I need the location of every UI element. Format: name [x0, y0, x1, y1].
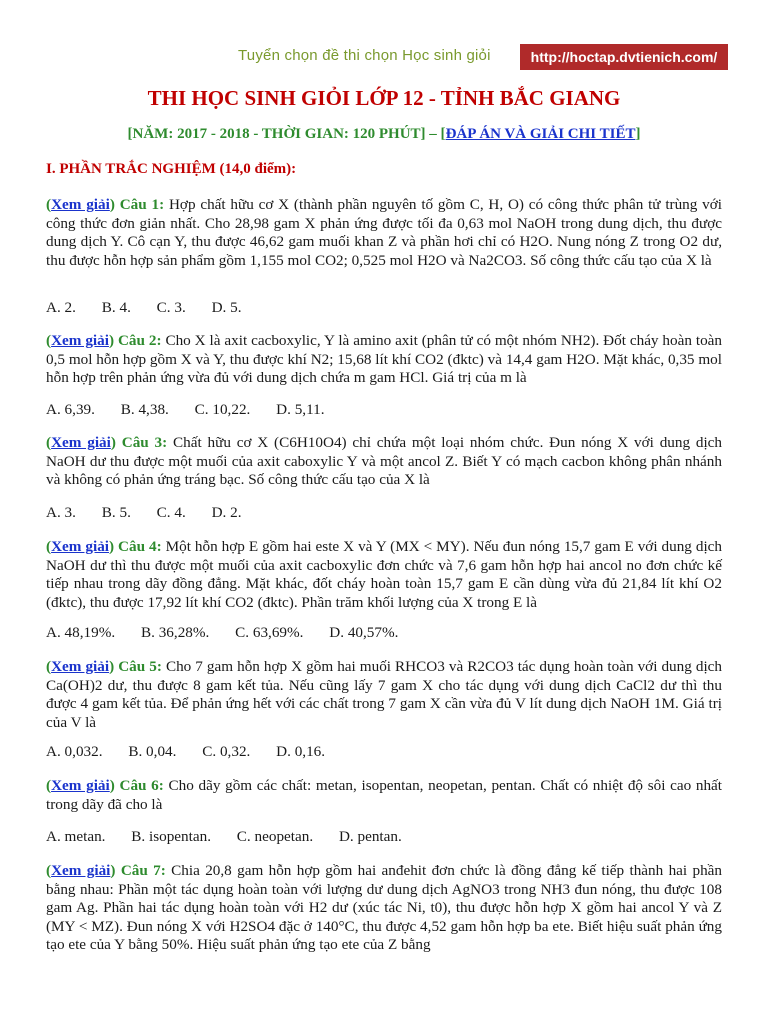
option-a[interactable]: A. 2.	[46, 299, 76, 316]
option-c[interactable]: C. 4.	[156, 504, 186, 521]
site-url-link[interactable]: http://hoctap.dvtienich.com/	[520, 44, 728, 70]
exam-title: THI HỌC SINH GIỎI LỚP 12 - TỈNH BẮC GIANG	[147, 86, 621, 110]
question-1-text: Hợp chất hữu cơ X (thành phần nguyên tố gồm C, H, O) có công thức phân tử trùng với công thức đơn giản nhất. Cho 28,98 gam X phản ứng được tối đa 0,63 mol NaOH trong dung dịch, thu được dung dịch Y. Cô cạn Y, thu được 46,62 gam muối khan Z và phần hơi chỉ có H2O. Nung nóng Z trong O2 dư, thu được hỗn hợp sản phẩm gồm 1,155 mol CO2; 0,525 mol H2O và Na2CO3. Số công thức cấu tạo của X là	[46, 196, 723, 269]
header-bar	[0, 44, 768, 70]
xem-giai-link-2[interactable]: Xem giải	[51, 332, 109, 349]
question-6: (Xem giải) Câu 6: Cho dãy gồm các chất: metan, isopentan, neopetan, pentan. Chất có nhiệt độ sôi cao nhất trong dãy đã cho là	[46, 777, 723, 813]
exam-subtitle	[0, 126, 768, 143]
option-b[interactable]: B. 36,28%.	[140, 624, 210, 641]
option-d[interactable]: D. 5,11.	[276, 401, 325, 418]
question-7: (Xem giải) Câu 7: Chia 20,8 gam hỗn hợp gồm hai anđehit đơn chức là đồng đẳng kế tiếp thành hai phần bằng nhau: Phần một tác dụng hoàn toàn với lượng dư dung dịch AgNO3 trong NH3 đun nóng, thu được 108 gam Ag. Phần hai tác dụng hoàn toàn với H2 dư (xúc tác Ni, t0), thu được hỗn hợp X gồm hai ancol Y và Z (MY < MZ). Đun nóng X với H2SO4 đặc ở 140°C, thu được 4,52 gam hỗn hợp ba ete. Biết hiệu suất phản ứng tạo ete của Y bằng 50%. Hiệu suất phản ứng tạo ete của Z bằng	[46, 862, 722, 953]
question-6-options	[46, 828, 424, 846]
question-5-text: Cho 7 gam hỗn hợp X gồm hai muối RHCO3 và R2CO3 tác dụng hoàn toàn với dung dịch Ca(OH)2 dư, thu được 8 gam kết tủa. Nếu cũng lấy 7 gam X cho tác dụng với dung dịch CaCl2 dư thì thu được 4 gam kết tủa. Để phản ứng hết với các chất trong 7 gam X cần vừa đủ V lít dung dịch NaOH 1M. Giá trị của V là	[46, 658, 723, 731]
xem-giai-link-5[interactable]: Xem giải	[51, 658, 110, 675]
subtitle-suffix: ]	[635, 126, 641, 142]
answer-key-link[interactable]: ĐÁP ÁN VÀ GIẢI CHI TIẾT	[445, 126, 636, 142]
section-heading: I. PHẦN TRẮC NGHIỆM (14,0 điểm):	[46, 161, 297, 177]
question-5-options	[46, 743, 347, 761]
question-5-label: Câu 5:	[118, 658, 162, 675]
xem-giai-link-1[interactable]: Xem giải	[51, 196, 110, 213]
question-5: (Xem giải) Câu 5: Cho 7 gam hỗn hợp X gồm hai muối RHCO3 và R2CO3 tác dụng hoàn toàn với dung dịch Ca(OH)2 dư, thu được 8 gam kết tủa. Nếu cũng lấy 7 gam X cho tác dụng với dung dịch CaCl2 dư thì thu được 4 gam kết tủa. Để phản ứng hết với các chất trong 7 gam X cần vừa đủ V lít dung dịch NaOH 1M. Giá trị của V là	[46, 658, 723, 731]
option-c[interactable]: C. 3.	[156, 299, 186, 316]
option-d[interactable]: D. 5.	[211, 299, 242, 316]
question-4-label: Câu 4:	[118, 538, 162, 555]
question-7-label: Câu 7:	[120, 862, 166, 879]
option-b[interactable]: B. 0,04.	[128, 743, 177, 760]
question-3-options	[46, 504, 264, 522]
option-a[interactable]: A. 0,032.	[46, 743, 103, 760]
option-a[interactable]: A. 6,39.	[46, 401, 95, 418]
option-d[interactable]: D. pentan.	[338, 828, 402, 845]
xem-giai-link-6[interactable]: Xem giải	[51, 777, 110, 794]
question-1-label: Câu 1:	[119, 196, 165, 213]
header-tagline: Tuyển chọn đề thi chọn Học sinh giỏi	[238, 47, 491, 64]
question-6-label: Câu 6:	[119, 777, 164, 794]
question-4-options	[46, 624, 420, 642]
question-3-text: Chất hữu cơ X (C6H10O4) chỉ chứa một loại nhóm chức. Đun nóng X với dung dịch NaOH dư thu được một muối của axit caboxylic Y và một ancol Z. Biết Y có mạch cacbon không phân nhánh và không có phản ứng tráng bạc. Số công thức cấu tạo của X là	[46, 434, 723, 488]
question-3-label: Câu 3:	[121, 434, 168, 451]
option-c[interactable]: C. 63,69%.	[235, 624, 304, 641]
option-c[interactable]: C. 0,32.	[202, 743, 251, 760]
question-4: (Xem giải) Câu 4: Một hỗn hợp E gồm hai este X và Y (MX < MY). Nếu đun nóng 15,7 gam E với dung dịch NaOH dư thì thu được một muối của axit cacboxylic đơn chức và 7,6 gam hỗn hợp hai ancol no đơn chức kế tiếp nhau trong dãy đồng đẳng. Mặt khác, đốt cháy hoàn toàn 15,7 gam E cần dùng vừa đủ 21,84 lít khí O2 (đktc), thu được 17,92 lít khí CO2 (đktc). Phần trăm khối lượng của X trong E là	[46, 538, 722, 611]
xem-giai-link-3[interactable]: Xem giải	[51, 434, 111, 451]
question-2-options	[46, 401, 347, 419]
xem-giai-link-4[interactable]: Xem giải	[51, 538, 110, 555]
question-6-text: Cho dãy gồm các chất: metan, isopentan, neopetan, pentan. Chất có nhiệt độ sôi cao nhất trong dãy đã cho là	[46, 777, 723, 813]
question-2-label: Câu 2:	[117, 332, 162, 349]
subtitle-prefix: [NĂM: 2017 - 2018 - THỜI GIAN: 120 PHÚT] – [	[127, 126, 446, 142]
question-7-text: Chia 20,8 gam hỗn hợp gồm hai anđehit đơn chức là đồng đẳng kế tiếp thành hai phần bằng nhau: Phần một tác dụng hoàn toàn với lượng dư dung dịch AgNO3 trong NH3 đun nóng, thu được 108 gam Ag. Phần hai tác dụng hoàn toàn với H2 dư (xúc tác Ni, t0), thu được hỗn hợp X gồm hai ancol Y và Z (MY < MZ). Đun nóng X với H2SO4 đặc ở 140°C, thu được 4,52 gam hỗn hợp ba ete. Biết hiệu suất phản ứng tạo ete của Y bằng 50%. Hiệu suất phản ứng tạo ete của Z bằng	[46, 862, 722, 953]
option-b[interactable]: B. 4.	[101, 299, 131, 316]
option-d[interactable]: D. 0,16.	[276, 743, 326, 760]
option-a[interactable]: A. 48,19%.	[46, 624, 116, 641]
option-d[interactable]: D. 40,57%.	[329, 624, 399, 641]
option-c[interactable]: C. neopetan.	[236, 828, 314, 845]
option-a[interactable]: A. 3.	[46, 504, 76, 521]
option-a[interactable]: A. metan.	[46, 828, 106, 845]
option-b[interactable]: B. 4,38.	[120, 401, 169, 418]
option-b[interactable]: B. isopentan.	[131, 828, 211, 845]
question-4-text: Một hỗn hợp E gồm hai este X và Y (MX < MY). Nếu đun nóng 15,7 gam E với dung dịch NaOH dư thì thu được một muối của axit cacboxylic đơn chức và 7,6 gam hỗn hợp hai ancol no đơn chức kế tiếp nhau trong dãy đồng đẳng. Mặt khác, đốt cháy hoàn toàn 15,7 gam E cần dùng vừa đủ 21,84 lít khí O2 (đktc), thu được 17,92 lít khí CO2 (đktc). Phần trăm khối lượng của X trong E là	[46, 538, 722, 611]
xem-giai-link-7[interactable]: Xem giải	[51, 862, 111, 879]
question-1-options	[46, 299, 264, 317]
option-c[interactable]: C. 10,22.	[194, 401, 251, 418]
option-d[interactable]: D. 2.	[211, 504, 242, 521]
option-b[interactable]: B. 5.	[101, 504, 131, 521]
question-2-text: Cho X là axit cacboxylic, Y là amino axit (phân tử có một nhóm NH2). Đốt cháy hoàn toàn 0,5 mol hỗn hợp gồm X và Y, thu được khí N2; 15,68 lít khí CO2 (đktc) và 14,4 gam H2O. Mặt khác, 0,35 mol hỗn hợp trên phản ứng vừa đủ với dung dịch chứa m gam HCl. Giá trị của m là	[46, 332, 723, 386]
question-3: (Xem giải) Câu 3: Chất hữu cơ X (C6H10O4) chỉ chứa một loại nhóm chức. Đun nóng X với dung dịch NaOH dư thu được một muối của axit caboxylic Y và một ancol Z. Biết Y có mạch cacbon không phân nhánh và không có phản ứng tráng bạc. Số công thức cấu tạo của X là	[46, 434, 723, 488]
question-2: (Xem giải) Câu 2: Cho X là axit cacboxylic, Y là amino axit (phân tử có một nhóm NH2). Đốt cháy hoàn toàn 0,5 mol hỗn hợp gồm X và Y, thu được khí N2; 15,68 lít khí CO2 (đktc) và 14,4 gam H2O. Mặt khác, 0,35 mol hỗn hợp trên phản ứng vừa đủ với dung dịch chứa m gam HCl. Giá trị của m là	[46, 332, 723, 386]
question-1: (Xem giải) Câu 1: Hợp chất hữu cơ X (thành phần nguyên tố gồm C, H, O) có công thức phân tử trùng với công thức đơn giản nhất. Cho 28,98 gam X phản ứng được tối đa 0,63 mol NaOH trong dung dịch, thu được dung dịch Y. Cô cạn Y, thu được 46,62 gam muối khan Z và phần hơi chỉ có H2O. Nung nóng Z trong O2 dư, thu được hỗn hợp sản phẩm gồm 1,155 mol CO2; 0,525 mol H2O và Na2CO3. Số công thức cấu tạo của X là	[46, 196, 723, 269]
